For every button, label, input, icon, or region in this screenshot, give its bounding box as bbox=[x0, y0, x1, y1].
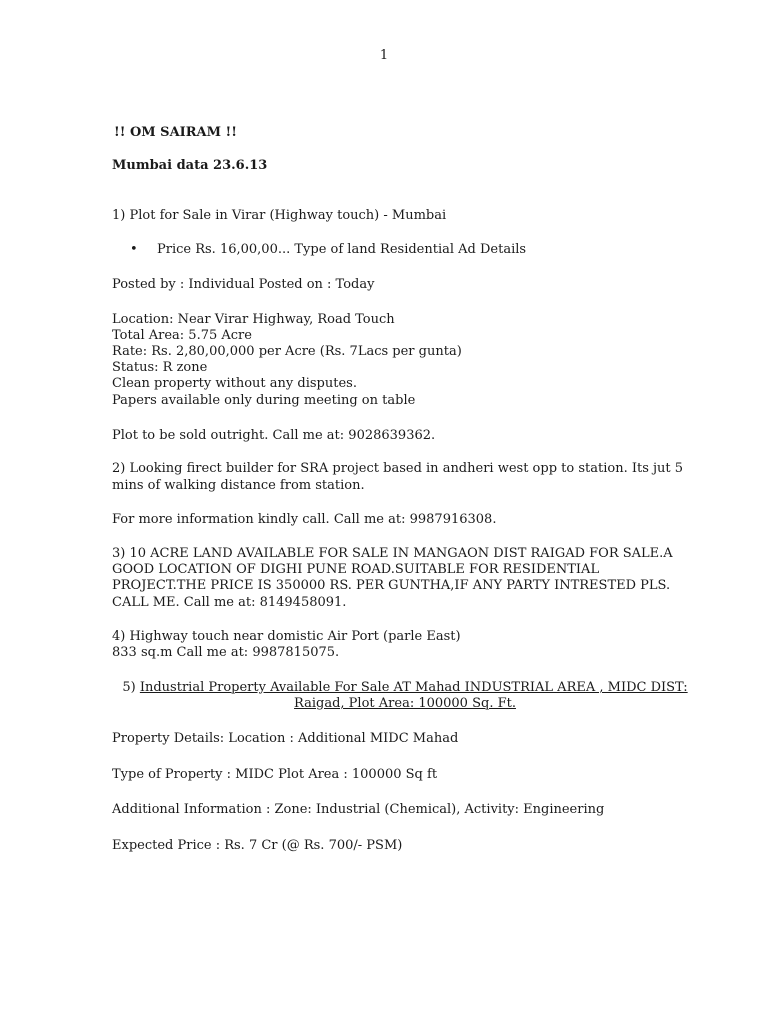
listing5-info: Additional Information : Zone: Industrial (Chemical), Activity: Engineering bbox=[112, 802, 605, 817]
heading: !! OM SAIRAM !! bbox=[114, 125, 237, 140]
listing5-prefix: 5) bbox=[122, 680, 140, 695]
listing4-line2: 833 sq.m Call me at: 9987815075. bbox=[112, 645, 340, 660]
listing1-posted: Posted by : Individual Posted on : Today bbox=[112, 277, 375, 292]
listing5-title-line2: Raigad, Plot Area: 100000 Sq. Ft. bbox=[294, 696, 516, 711]
listing1-title: 1) Plot for Sale in Virar (Highway touch) - Mumbai bbox=[112, 208, 447, 223]
subheading: Mumbai data 23.6.13 bbox=[112, 158, 268, 173]
listing2-line2: mins of walking distance from station. bbox=[112, 478, 365, 493]
listing5-price: Expected Price : Rs. 7 Cr (@ Rs. 700/- PSM) bbox=[112, 838, 403, 853]
listing5-type: Type of Property : MIDC Plot Area : 100000 Sq ft bbox=[112, 767, 438, 782]
listing3-line1: 3) 10 ACRE LAND AVAILABLE FOR SALE IN MANGAON DIST RAIGAD FOR SALE.A bbox=[112, 546, 673, 561]
listing1-price: Price Rs. 16,00,00... Type of land Residential Ad Details bbox=[157, 242, 527, 257]
bullet-icon: • bbox=[130, 242, 138, 257]
listing1-papers: Papers available only during meeting on table bbox=[112, 393, 416, 408]
page-number: 1 bbox=[379, 48, 389, 63]
listing4-line1: 4) Highway touch near domistic Air Port (parle East) bbox=[112, 629, 461, 644]
listing1-location: Location: Near Virar Highway, Road Touch bbox=[112, 312, 395, 327]
listing5-heading-line1 bbox=[112, 680, 698, 696]
listing1-call: Plot to be sold outright. Call me at: 9028639362. bbox=[112, 428, 436, 443]
listing3-line4: CALL ME. Call me at: 8149458091. bbox=[112, 595, 347, 610]
listing1-status: Status: R zone bbox=[112, 360, 208, 375]
listing2-call: For more information kindly call. Call me at: 9987916308. bbox=[112, 512, 497, 527]
listing3-line2: GOOD LOCATION OF DIGHI PUNE ROAD.SUITABLE FOR RESIDENTIAL bbox=[112, 562, 600, 577]
listing2-line1: 2) Looking firect builder for SRA project based in andheri west opp to station. Its jut 5 bbox=[112, 461, 684, 476]
listing1-area: Total Area: 5.75 Acre bbox=[112, 328, 252, 343]
listing3-line3: PROJECT.THE PRICE IS 350000 RS. PER GUNTHA,IF ANY PARTY INTRESTED PLS. bbox=[112, 578, 671, 593]
listing1-rate: Rate: Rs. 2,80,00,000 per Acre (Rs. 7Lacs per gunta) bbox=[112, 344, 462, 359]
listing5-details: Property Details: Location : Additional MIDC Mahad bbox=[112, 731, 459, 746]
listing5-title-line1: Industrial Property Available For Sale AT Mahad INDUSTRIAL AREA , MIDC DIST: bbox=[139, 680, 688, 695]
listing1-clean: Clean property without any disputes. bbox=[112, 376, 357, 391]
